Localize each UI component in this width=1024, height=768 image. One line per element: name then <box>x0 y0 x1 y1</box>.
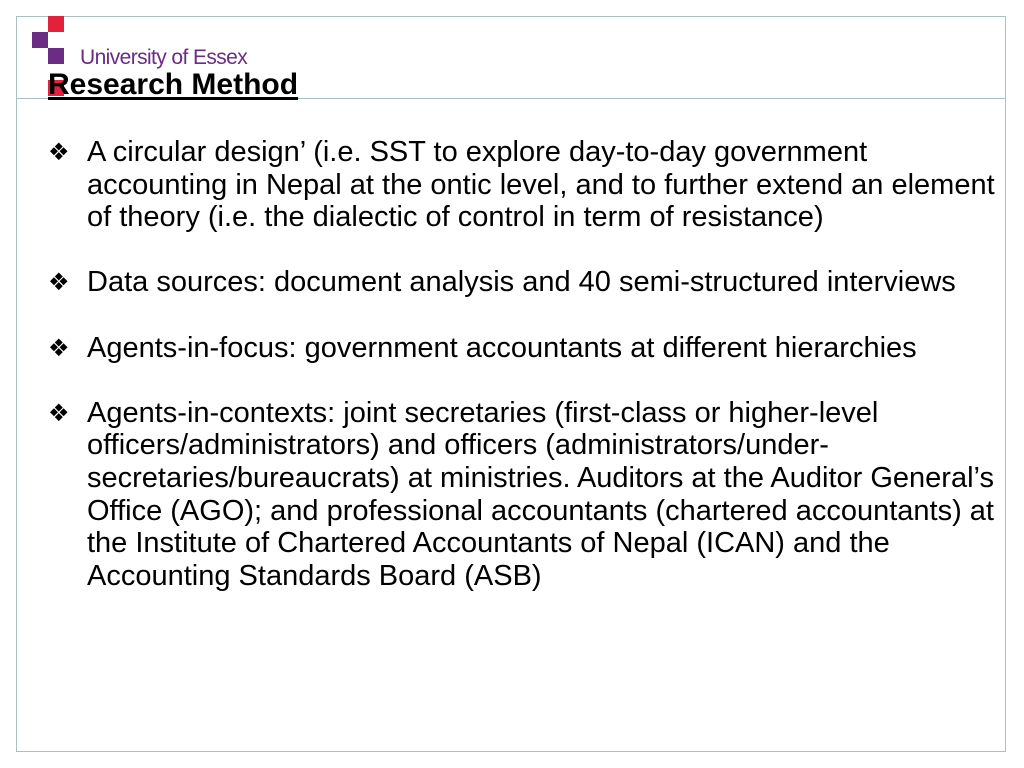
bullet-research-design <box>48 136 998 234</box>
bullet-text: A circular design’ (i.e. SST to explore day-to-day government accounting in Nepal at the ontic level, and to further extend an element of theory (i.e. the dialectic of control in term of resistance) <box>87 136 995 234</box>
slide-title: Research Method <box>48 68 299 101</box>
bullet-data-sources <box>48 266 998 299</box>
bullet-list <box>48 136 998 592</box>
bullet-agents-in-focus <box>48 332 998 365</box>
university-name: University of Essex <box>80 46 248 69</box>
bullet-agents-in-contexts <box>48 397 998 593</box>
diamond-bullet-icon: ❖ <box>48 333 70 362</box>
diamond-bullet-icon: ❖ <box>48 398 70 427</box>
logo-square-purple-left <box>32 32 48 48</box>
bullet-text: Agents-in-focus: government accountants at different hierarchies <box>87 331 917 364</box>
logo-square-red-top <box>48 16 64 32</box>
bullet-text: Agents-in-contexts: joint secretaries (first-class or higher-level officers/administrators) and officers (administrators/under-secretaries/bureaucrats) at ministries. Auditors at the Auditor General’s Office (AGO); and professional accountants (chartered accountants) at the Institute of Chartered Accountants of Nepal (ICAN) and the Accounting Standards Board (ASB) <box>87 396 994 592</box>
diamond-bullet-icon: ❖ <box>48 268 70 297</box>
bullet-text: Data sources: document analysis and 40 semi-structured interviews <box>87 266 956 299</box>
logo-square-purple-mid <box>48 48 64 64</box>
diamond-bullet-icon: ❖ <box>48 138 70 166</box>
